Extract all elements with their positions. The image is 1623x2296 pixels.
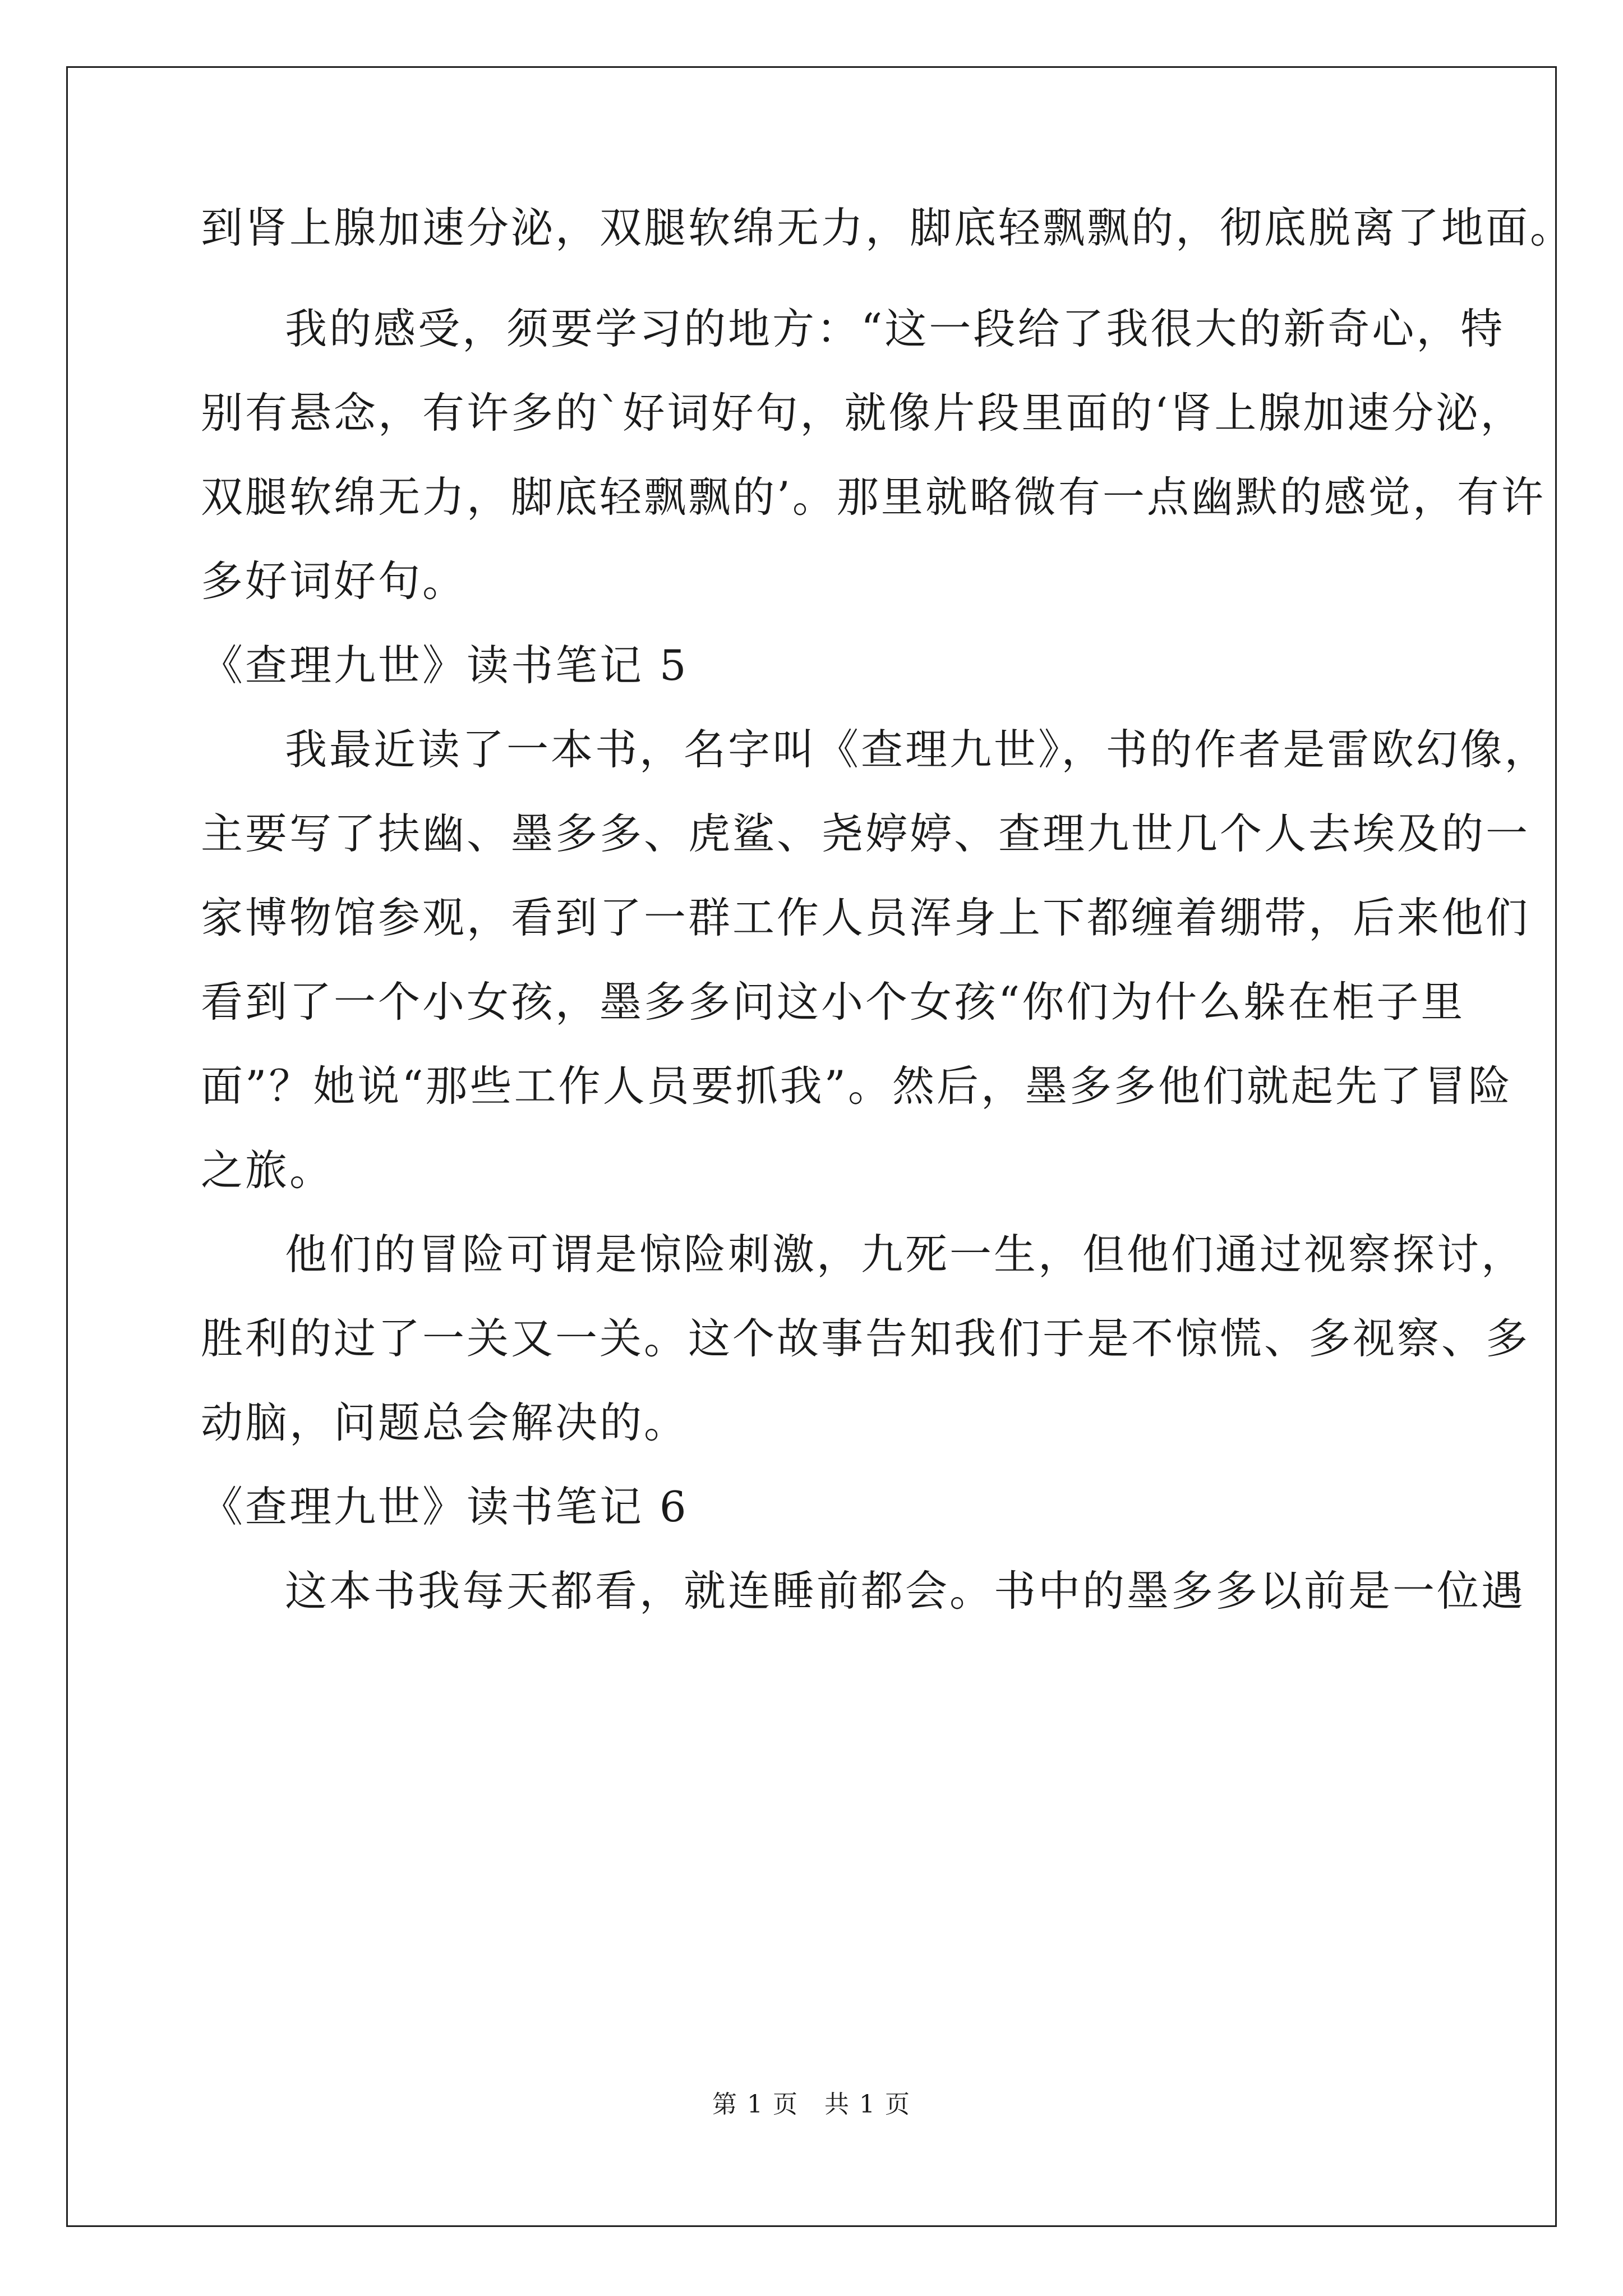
text-line: 别有悬念，有许多的`好词好句，就像片段里面的‘肾上腺加速分泌，: [201, 388, 1525, 438]
text-line: 我最近读了一本书，名字叫《查理九世》，书的作者是雷欧幻像，: [285, 725, 1549, 774]
text-line: 主要写了扶幽、墨多多、虎鲨、尧婷婷、查理九世几个人去埃及的一: [201, 809, 1530, 858]
text-line: 多好词好句。: [201, 556, 467, 606]
text-line: 这本书我每天都看，就连睡前都会。书中的墨多多以前是一位遇: [285, 1566, 1526, 1616]
text-line: 胜利的过了一关又一关。这个故事告知我们于是不惊慌、多视察、多: [201, 1314, 1530, 1363]
text-line: 家博物馆参观，看到了一群工作人员浑身上下都缠着绷带，后来他们: [201, 893, 1530, 942]
text-line: 之旅。: [201, 1145, 334, 1195]
text-line: 我的感受，须要学习的地方：“这一段给了我很大的新奇心，特: [285, 304, 1505, 353]
text-line: 看到了一个小女孩，墨多多问这小个女孩“你们为什么躲在柜子里: [201, 977, 1465, 1027]
section-heading: 《查理九世》读书笔记 5: [201, 641, 689, 690]
text-line: 双腿软绵无力，脚底轻飘飘的’。那里就略微有一点幽默的感觉，有许: [201, 472, 1546, 522]
text-line: 动脑，问题总会解决的。: [201, 1398, 689, 1447]
page-number-footer: 第 1 页 共 1 页: [712, 2090, 911, 2119]
section-heading: 《查理九世》读书笔记 6: [201, 1482, 689, 1531]
text-line: 他们的冒险可谓是惊险刺激，九死一生，但他们通过视察探讨，: [285, 1230, 1526, 1279]
text-line: 面”？她说“那些工作人员要抓我”。然后，墨多多他们就起先了冒险: [201, 1061, 1513, 1111]
text-line: 到肾上腺加速分泌，双腿软绵无力，脚底轻飘飘的，彻底脱离了地面。: [201, 203, 1575, 252]
